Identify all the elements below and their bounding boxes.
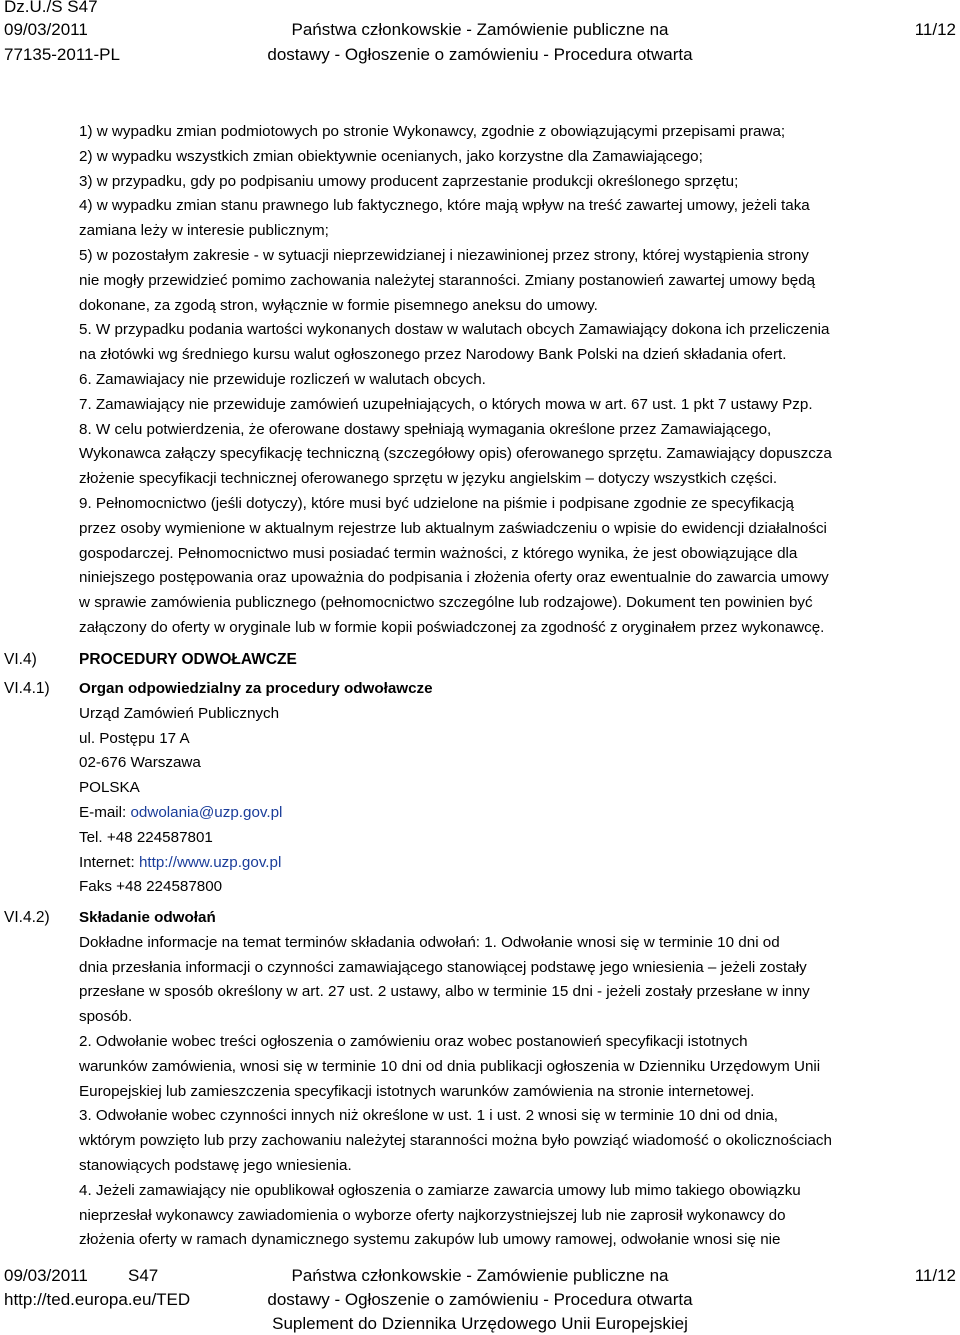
- footer-title-line2: dostawy - Ogłoszenie o zamówieniu - Procedura otwarta: [267, 1290, 693, 1309]
- text-line: Wykonawca załączy specyfikację techniczną (szczegółowy opis) oferowanego sprzętu. Zamawiający dopuszcza: [79, 445, 832, 463]
- text-line: 7. Zamawiający nie przewiduje zamówień uzupełniających, o których mowa w art. 67 ust. 1 pkt 7 ustawy Pzp.: [79, 395, 813, 413]
- text-line: przez osoby wymienione w aktualnym rejestrze lub aktualnym zaświadczeniu o wpisie do ewidencji działalności: [79, 519, 827, 537]
- text-line: 2) w wypadku wszystkich zmian obiektywnie ocenianych, jako korzystne dla Zamawiającego;: [79, 147, 703, 165]
- header-title-line2: dostawy - Ogłoszenie o zamówieniu - Procedura otwarta: [267, 45, 693, 64]
- text-line: 1) w wypadku zmian podmiotowych po stronie Wykonawcy, zgodnie z obowiązującymi przepisami prawa;: [79, 123, 786, 140]
- internet-label: Internet:: [79, 853, 139, 871]
- internet-row: [79, 851, 959, 876]
- text-line: 4) w wypadku zmian stanu prawnego lub faktycznego, które mają wpływ na treść zawartej umowy, jeżeli taka: [79, 197, 810, 215]
- text-line: Dokładne informacje na temat terminów składania odwołań: 1. Odwołanie wnosi się w terminie 10 dni od: [79, 933, 780, 951]
- text-line: 8. W celu potwierdzenia, że oferowane dostawy spełniają wymagania określone przez Zamawiającego,: [79, 420, 772, 438]
- appeals-block: [79, 906, 959, 1253]
- footer-page-number: 11/12: [914, 1266, 956, 1285]
- internet-link[interactable]: http://www.uzp.gov.pl: [138, 853, 282, 871]
- text-line: nieprzesłał wykonawcy zawiadomienia o wyborze oferty najkorzystniejszej lub nie zaprosił wykonawcy do: [79, 1206, 786, 1224]
- country: POLSKA: [79, 779, 140, 797]
- text-line: złożenia oferty w ramach dynamicznego systemu zakupów lub umowy ramowej, odwołanie wnosi się nie: [79, 1231, 781, 1249]
- text-line: złożenie specyfikacji technicznej oferowanego sprzętu w języku angielskim – dotyczy wszystkich części.: [79, 470, 778, 488]
- postal-city: 02-676 Warszawa: [79, 754, 201, 772]
- header-title-line1: Państwa członkowskie - Zamówienie publiczne na: [291, 20, 669, 39]
- text-line: zamiana leży w interesie publicznym;: [79, 222, 329, 240]
- text-line: na złotówki wg średniego kursu walut ogłoszonego przez Narodowy Bank Polski na dzień składania ofert.: [79, 346, 787, 364]
- text-line: nie mogły przewidzieć pomimo zachowania należytej staranności. Zmiany postanowień zawartej umowy będą: [79, 271, 816, 289]
- text-line: dnia przesłania informacji o czynności zamawiającego stanowiącej podstawę jego wniesienia – jeżeli zostały: [79, 958, 807, 976]
- text-line: 3. Odwołanie wobec czynności innych niż określone w ust. 1 i ust. 2 wnosi się w terminie 10 dni od dnia,: [79, 1107, 778, 1125]
- review-body-block: [79, 677, 959, 900]
- text-line: 3) w przypadku, gdy po podpisaniu umowy producent zaprzestanie produkcji określonego sprzętu;: [79, 172, 739, 190]
- section-number-vi42: VI.4.2): [4, 909, 50, 926]
- email-label: E-mail:: [79, 803, 131, 821]
- text-line: 6. Zamawiajacy nie przewiduje rozliczeń w walutach obcych.: [79, 370, 486, 388]
- text-line: Europejskiej lub zamieszczenia specyfikacji istotnych warunków zamówienia na stronie internetowej.: [79, 1082, 755, 1100]
- notice-number: 77135-2011-PL: [4, 45, 120, 64]
- footer-series: S47: [128, 1266, 159, 1285]
- header-page-number: 11/12: [914, 20, 956, 39]
- email-row: [79, 801, 959, 826]
- section-number-vi4: VI.4): [4, 651, 37, 668]
- text-line: przesłane w sposób określony w art. 27 ust. 2 ustawy, albo w terminie 15 dni - jeżeli zostały przesłane w inny: [79, 983, 810, 1001]
- header-date: 09/03/2011: [4, 20, 88, 39]
- section-title-vi42: Składanie odwołań: [79, 909, 216, 926]
- phone: Tel. +48 224587801: [79, 828, 213, 846]
- footer-title-line1: Państwa członkowskie - Zamówienie publiczne na: [291, 1266, 669, 1285]
- fax: Faks +48 224587800: [79, 878, 223, 896]
- conditions-text: [79, 120, 959, 641]
- text-line: stanowiących podstawę jego wniesienia.: [79, 1156, 352, 1174]
- text-line: sposób.: [79, 1008, 133, 1026]
- journal-ref: Dz.U./S S47: [4, 0, 98, 16]
- text-line: 4. Jeżeli zamawiający nie opublikował ogłoszenia o zamiarze zawarcia umowy lub mimo takiego obowiązku: [79, 1181, 801, 1199]
- email-link[interactable]: odwolania@uzp.gov.pl: [130, 803, 283, 821]
- text-line: 5. W przypadku podania wartości wykonanych dostaw w walutach obcych Zamawiający dokona ich przeliczenia: [79, 321, 830, 339]
- footer-url[interactable]: http://ted.europa.eu/TED: [4, 1290, 191, 1309]
- text-line: wktórym powzięto lub przy zachowaniu należytej staranności można było powziąć wiadomość o okolicznościach: [79, 1132, 832, 1150]
- text-line: 2. Odwołanie wobec treści ogłoszenia o zamówieniu oraz wobec postanowień specyfikacji istotnych: [79, 1032, 748, 1050]
- section-number-vi41: VI.4.1): [4, 680, 50, 697]
- section-title-vi41: Organ odpowiedzialny za procedury odwoławcze: [79, 680, 433, 697]
- footer-date: 09/03/2011: [4, 1266, 88, 1285]
- footer-title-line3: Suplement do Dziennika Urzędowego Unii Europejskiej: [272, 1314, 688, 1333]
- organization-name: Urząd Zamówień Publicznych: [79, 704, 280, 722]
- section-title-vi4: PROCEDURY ODWOŁAWCZE: [79, 651, 297, 668]
- street-address: ul. Postępu 17 A: [79, 729, 190, 747]
- text-line: gospodarczej. Pełnomocnictwo musi posiadać termin ważności, z którego wynika, że jest obowiązujące dla: [79, 544, 798, 562]
- text-line: dokonane, za zgodą stron, wyłącznie w formie pisemnego aneksu do umowy.: [79, 296, 598, 314]
- text-line: załączony do oferty w oryginale lub w formie kopii poświadczonej za zgodność z oryginałem przez wykonawcę.: [79, 618, 825, 636]
- text-line: niniejszego postępowania oraz upoważnia do podpisania i złożenia oferty oraz ewentualnie do zawarcia umowy: [79, 569, 829, 587]
- text-line: warunków zamówienia, wnosi się w terminie 10 dni od dnia publikacji ogłoszenia w Dzienniku Urzędowym Unii: [79, 1057, 821, 1075]
- text-line: 5) w pozostałym zakresie - w sytuacji nieprzewidzianej i niezawinionej przez strony, której wystąpienia strony: [79, 246, 809, 264]
- text-line: 9. Pełnomocnictwo (jeśli dotyczy), które musi być udzielone na piśmie i podpisane zgodnie ze specyfikacją: [79, 494, 795, 512]
- text-line: w sprawie zamówienia publicznego (pełnomocnictwo szczególne lub rodzajowe). Dokument ten powinien być: [79, 594, 813, 612]
